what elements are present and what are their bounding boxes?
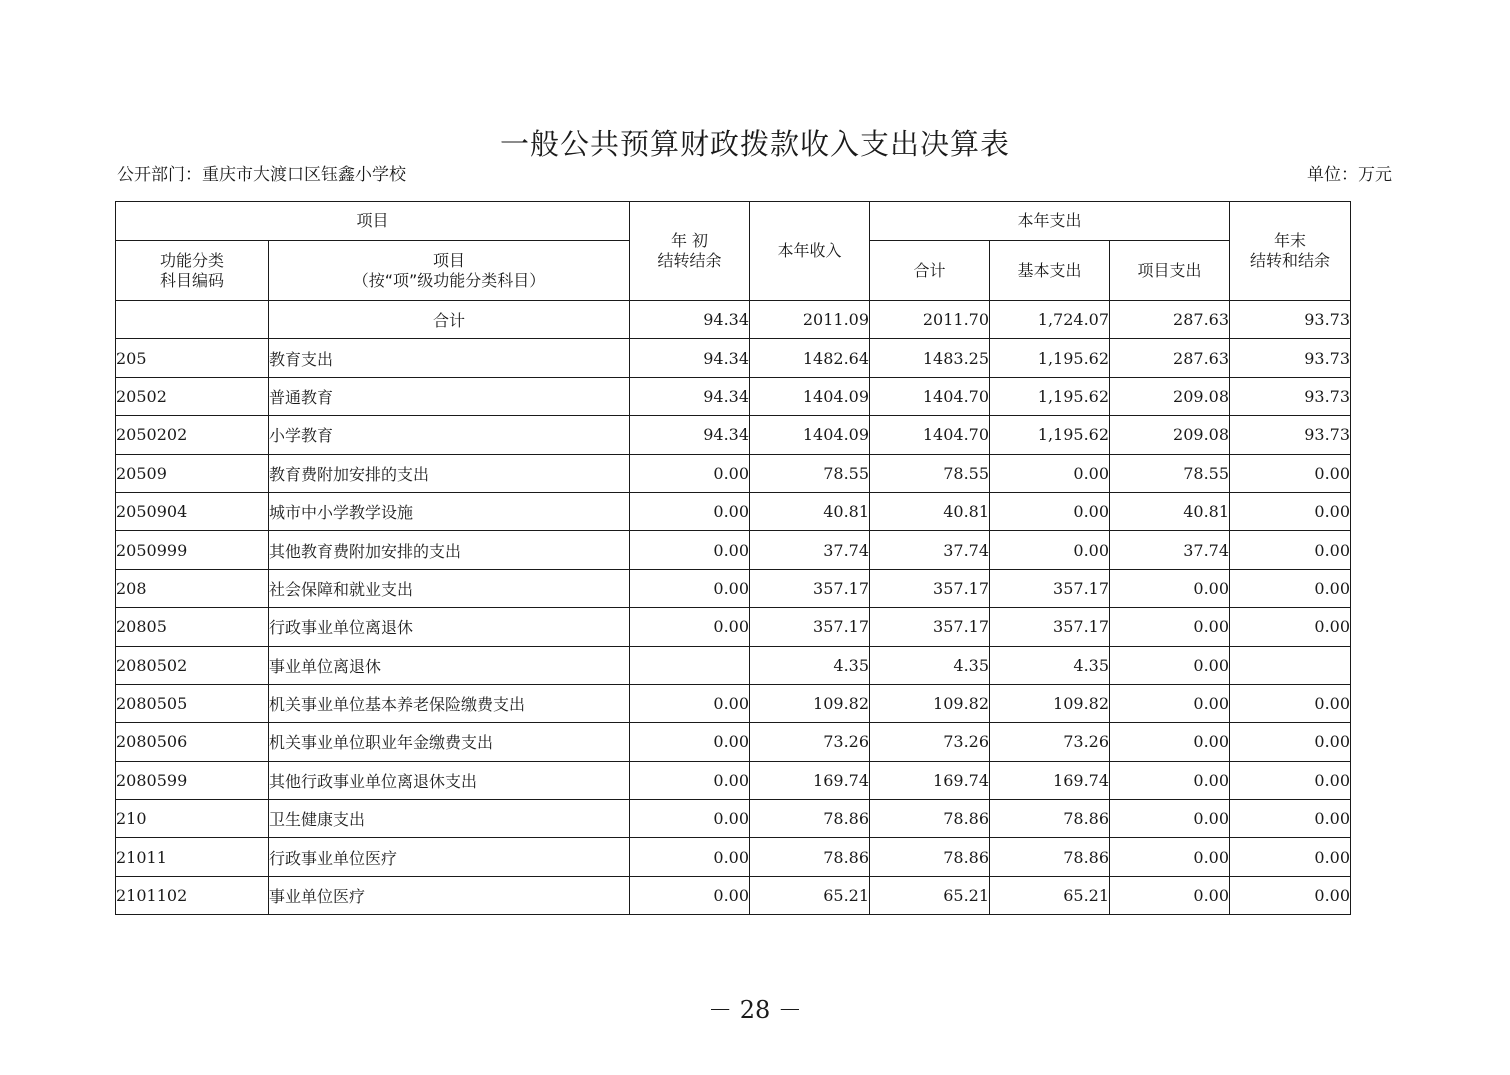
cell-project: 0.00 bbox=[1110, 838, 1230, 876]
cell-income: 169.74 bbox=[750, 761, 870, 799]
cell-income: 1482.64 bbox=[750, 339, 870, 377]
cell-project: 78.55 bbox=[1110, 454, 1230, 492]
cell-closing: 93.73 bbox=[1230, 377, 1351, 415]
cell-closing: 93.73 bbox=[1230, 339, 1351, 377]
table-row bbox=[116, 876, 1351, 914]
cell-project: 0.00 bbox=[1110, 723, 1230, 761]
cell-code: 2050999 bbox=[116, 531, 269, 569]
cell-opening: 0.00 bbox=[630, 684, 750, 722]
cell-opening: 0.00 bbox=[630, 838, 750, 876]
cell-total: 357.17 bbox=[870, 608, 990, 646]
cell-project: 0.00 bbox=[1110, 761, 1230, 799]
page-title: 一般公共预算财政拨款收入支出决算表 bbox=[499, 127, 1010, 161]
unit-label: 单位：万元 bbox=[1307, 165, 1392, 185]
table-row bbox=[116, 416, 1351, 454]
cell-total: 109.82 bbox=[870, 684, 990, 722]
cell-income: 78.55 bbox=[750, 454, 870, 492]
cell-income: 37.74 bbox=[750, 531, 870, 569]
table-body bbox=[116, 301, 1351, 915]
cell-income: 357.17 bbox=[750, 608, 870, 646]
cell-project: 0.00 bbox=[1110, 800, 1230, 838]
cell-opening: 0.00 bbox=[630, 531, 750, 569]
cell-project: 287.63 bbox=[1110, 301, 1230, 339]
cell-closing bbox=[1230, 646, 1351, 684]
cell-name: 小学教育 bbox=[269, 416, 630, 454]
cell-opening: 0.00 bbox=[630, 454, 750, 492]
header-expense-group: 本年支出 bbox=[870, 202, 1230, 241]
table-row bbox=[116, 531, 1351, 569]
cell-basic: 0.00 bbox=[990, 531, 1110, 569]
cell-total: 1404.70 bbox=[870, 377, 990, 415]
cell-project: 0.00 bbox=[1110, 876, 1230, 914]
cell-name: 行政事业单位离退休 bbox=[269, 608, 630, 646]
header-code: 功能分类 科目编码 bbox=[116, 241, 269, 301]
header-project-group: 项目 bbox=[116, 202, 630, 241]
cell-name: 其他教育费附加安排的支出 bbox=[269, 531, 630, 569]
header-income: 本年收入 bbox=[750, 202, 870, 301]
cell-project: 209.08 bbox=[1110, 377, 1230, 415]
cell-project: 0.00 bbox=[1110, 608, 1230, 646]
cell-total: 78.86 bbox=[870, 838, 990, 876]
cell-closing: 0.00 bbox=[1230, 876, 1351, 914]
cell-code: 20805 bbox=[116, 608, 269, 646]
table-row bbox=[116, 301, 1351, 339]
cell-code: 208 bbox=[116, 569, 269, 607]
cell-name: 机关事业单位基本养老保险缴费支出 bbox=[269, 684, 630, 722]
cell-closing: 0.00 bbox=[1230, 454, 1351, 492]
cell-code: 210 bbox=[116, 800, 269, 838]
cell-income: 109.82 bbox=[750, 684, 870, 722]
cell-project: 37.74 bbox=[1110, 531, 1230, 569]
page-number: － 28 － bbox=[708, 996, 802, 1024]
cell-total: 357.17 bbox=[870, 569, 990, 607]
table-row bbox=[116, 492, 1351, 530]
cell-code bbox=[116, 301, 269, 339]
cell-project: 0.00 bbox=[1110, 646, 1230, 684]
cell-opening: 94.34 bbox=[630, 301, 750, 339]
cell-closing: 0.00 bbox=[1230, 800, 1351, 838]
cell-closing: 93.73 bbox=[1230, 416, 1351, 454]
cell-total: 40.81 bbox=[870, 492, 990, 530]
cell-closing: 0.00 bbox=[1230, 608, 1351, 646]
cell-project: 209.08 bbox=[1110, 416, 1230, 454]
cell-code: 2080505 bbox=[116, 684, 269, 722]
cell-name: 事业单位医疗 bbox=[269, 876, 630, 914]
cell-total: 4.35 bbox=[870, 646, 990, 684]
table-row bbox=[116, 377, 1351, 415]
cell-basic: 357.17 bbox=[990, 569, 1110, 607]
cell-name: 机关事业单位职业年金缴费支出 bbox=[269, 723, 630, 761]
cell-project: 0.00 bbox=[1110, 569, 1230, 607]
cell-total: 1404.70 bbox=[870, 416, 990, 454]
table-row bbox=[116, 684, 1351, 722]
cell-opening: 94.34 bbox=[630, 339, 750, 377]
cell-project: 40.81 bbox=[1110, 492, 1230, 530]
cell-code: 21011 bbox=[116, 838, 269, 876]
cell-closing: 0.00 bbox=[1230, 531, 1351, 569]
cell-code: 2101102 bbox=[116, 876, 269, 914]
cell-code: 20509 bbox=[116, 454, 269, 492]
table-row bbox=[116, 569, 1351, 607]
cell-opening: 0.00 bbox=[630, 876, 750, 914]
cell-code: 2050904 bbox=[116, 492, 269, 530]
cell-income: 65.21 bbox=[750, 876, 870, 914]
header-project: 项目支出 bbox=[1110, 241, 1230, 301]
cell-project: 0.00 bbox=[1110, 684, 1230, 722]
cell-basic: 78.86 bbox=[990, 800, 1110, 838]
cell-basic: 65.21 bbox=[990, 876, 1110, 914]
cell-name: 教育支出 bbox=[269, 339, 630, 377]
cell-opening: 94.34 bbox=[630, 416, 750, 454]
cell-code: 2080506 bbox=[116, 723, 269, 761]
header-total: 合计 bbox=[870, 241, 990, 301]
cell-basic: 1,724.07 bbox=[990, 301, 1110, 339]
cell-project: 287.63 bbox=[1110, 339, 1230, 377]
table-row bbox=[116, 761, 1351, 799]
cell-opening: 0.00 bbox=[630, 800, 750, 838]
cell-basic: 1,195.62 bbox=[990, 377, 1110, 415]
cell-income: 73.26 bbox=[750, 723, 870, 761]
cell-income: 78.86 bbox=[750, 838, 870, 876]
cell-code: 20502 bbox=[116, 377, 269, 415]
cell-basic: 0.00 bbox=[990, 454, 1110, 492]
cell-opening: 94.34 bbox=[630, 377, 750, 415]
cell-closing: 0.00 bbox=[1230, 838, 1351, 876]
cell-total: 1483.25 bbox=[870, 339, 990, 377]
cell-total: 78.86 bbox=[870, 800, 990, 838]
cell-name: 行政事业单位医疗 bbox=[269, 838, 630, 876]
cell-basic: 4.35 bbox=[990, 646, 1110, 684]
cell-name: 其他行政事业单位离退休支出 bbox=[269, 761, 630, 799]
cell-total: 2011.70 bbox=[870, 301, 990, 339]
header-basic: 基本支出 bbox=[990, 241, 1110, 301]
header-item: 项目 （按“项”级功能分类科目） bbox=[269, 241, 630, 301]
cell-opening: 0.00 bbox=[630, 723, 750, 761]
table-row bbox=[116, 339, 1351, 377]
cell-income: 2011.09 bbox=[750, 301, 870, 339]
cell-name: 卫生健康支出 bbox=[269, 800, 630, 838]
cell-total: 78.55 bbox=[870, 454, 990, 492]
department-label: 公开部门：重庆市大渡口区钰鑫小学校 bbox=[117, 165, 406, 185]
cell-closing: 0.00 bbox=[1230, 492, 1351, 530]
cell-income: 40.81 bbox=[750, 492, 870, 530]
cell-basic: 1,195.62 bbox=[990, 339, 1110, 377]
cell-total: 65.21 bbox=[870, 876, 990, 914]
cell-code: 205 bbox=[116, 339, 269, 377]
cell-basic: 357.17 bbox=[990, 608, 1110, 646]
cell-opening: 0.00 bbox=[630, 608, 750, 646]
cell-total: 37.74 bbox=[870, 531, 990, 569]
cell-basic: 78.86 bbox=[990, 838, 1110, 876]
cell-opening bbox=[630, 646, 750, 684]
cell-name: 事业单位离退休 bbox=[269, 646, 630, 684]
cell-code: 2050202 bbox=[116, 416, 269, 454]
cell-income: 357.17 bbox=[750, 569, 870, 607]
cell-closing: 0.00 bbox=[1230, 761, 1351, 799]
cell-basic: 169.74 bbox=[990, 761, 1110, 799]
cell-opening: 0.00 bbox=[630, 569, 750, 607]
cell-closing: 93.73 bbox=[1230, 301, 1351, 339]
cell-income: 4.35 bbox=[750, 646, 870, 684]
cell-closing: 0.00 bbox=[1230, 684, 1351, 722]
cell-total: 169.74 bbox=[870, 761, 990, 799]
cell-name: 城市中小学教学设施 bbox=[269, 492, 630, 530]
cell-name: 普通教育 bbox=[269, 377, 630, 415]
cell-basic: 73.26 bbox=[990, 723, 1110, 761]
cell-income: 1404.09 bbox=[750, 377, 870, 415]
table-row bbox=[116, 454, 1351, 492]
header-closing-balance: 年末 结转和结余 bbox=[1230, 202, 1351, 301]
cell-total: 73.26 bbox=[870, 723, 990, 761]
cell-opening: 0.00 bbox=[630, 761, 750, 799]
cell-basic: 1,195.62 bbox=[990, 416, 1110, 454]
cell-name: 教育费附加安排的支出 bbox=[269, 454, 630, 492]
cell-code: 2080502 bbox=[116, 646, 269, 684]
cell-name: 社会保障和就业支出 bbox=[269, 569, 630, 607]
cell-basic: 109.82 bbox=[990, 684, 1110, 722]
cell-income: 78.86 bbox=[750, 800, 870, 838]
budget-table bbox=[115, 201, 1351, 915]
cell-code: 2080599 bbox=[116, 761, 269, 799]
cell-closing: 0.00 bbox=[1230, 569, 1351, 607]
cell-closing: 0.00 bbox=[1230, 723, 1351, 761]
cell-opening: 0.00 bbox=[630, 492, 750, 530]
cell-name: 合计 bbox=[269, 301, 630, 339]
header-opening-balance: 年 初 结转结余 bbox=[630, 202, 750, 301]
cell-basic: 0.00 bbox=[990, 492, 1110, 530]
table-row bbox=[116, 723, 1351, 761]
table-row bbox=[116, 838, 1351, 876]
table-row bbox=[116, 646, 1351, 684]
cell-income: 1404.09 bbox=[750, 416, 870, 454]
table-row bbox=[116, 608, 1351, 646]
table-row bbox=[116, 800, 1351, 838]
